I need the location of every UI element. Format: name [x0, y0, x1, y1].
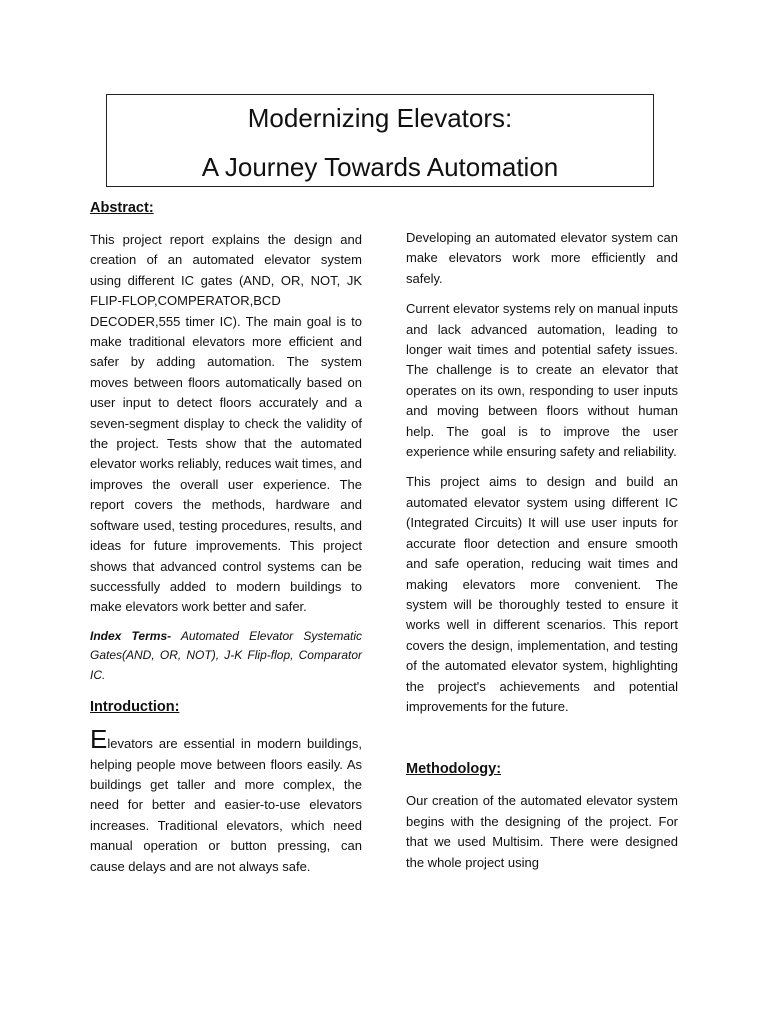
right-column	[406, 228, 678, 873]
index-terms	[90, 627, 362, 686]
index-terms-text: Automated Elevator Systematic Gates(AND, OR, NOT), J-K Flip-flop, Comparator IC.	[90, 628, 362, 682]
introduction-text	[90, 724, 362, 877]
introduction-body: levators are essential in modern buildings, helping people move between floors easily. As buildings get taller and more complex, the need for better and easier-to-use elevators increases. Traditional elevators, which need manual operation or button pressing, can cause delays and are not always safe.	[90, 736, 362, 874]
abstract-text: This project report explains the design and creation of an automated elevator system using different IC gates (AND, OR, NOT, JK FLIP-FLOP,COMPERATOR,BCD DECODER,555 timer IC). The main goal is to make traditional elevators more efficient and safer by adding automation. The system moves between floors automatically based on user input to detect floors accurately and a seven-segment display to check the validity of the project. Tests show that the automated elevator works reliably, reduces wait times, and improves the overall user experience. The report covers the methods, hardware and software used, testing procedures, results, and ideas for future improvements. This project shows that advanced control systems can be successfully added to modern buildings to make elevators work better and safer.	[90, 232, 362, 615]
methodology-heading: Methodology:	[406, 761, 502, 778]
title-line-2: A Journey Towards Automation	[201, 152, 559, 182]
index-terms-label: Index Terms-	[90, 628, 172, 643]
right-para-3: This project aims to design and build an automated elevator system using different IC (Integrated Circuits) It will use user inputs for accurate floor detection and ensure smooth and safe operation, reducing wait times and making elevators more convenient. The system will be thoroughly tested to ensure it works well in different scenarios. This report covers the design, implementation, and testing of the automated elevator system, highlighting the project's achievements and potential improvements for the future.	[406, 474, 678, 714]
right-para-1: Developing an automated elevator system can make elevators work more efficiently and safely.	[406, 230, 678, 286]
title-line-1: Modernizing Elevators:	[247, 103, 513, 133]
methodology-text: Our creation of the automated elevator system begins with the designing of the project. For that we used Multisim. There were designed the whole project using	[406, 793, 678, 870]
title-box	[106, 94, 654, 187]
left-column	[90, 198, 362, 877]
introduction-dropcap: E	[90, 724, 108, 755]
introduction-heading: Introduction:	[90, 699, 180, 716]
right-para-2: Current elevator systems rely on manual inputs and lack advanced automation, leading to longer wait times and potential safety issues. The challenge is to create an elevator that operates on its own, responding to user inputs and moving between floors without human help. The goal is to improve the user experience while ensuring safety and reliability.	[406, 301, 678, 460]
abstract-heading: Abstract:	[90, 200, 154, 216]
